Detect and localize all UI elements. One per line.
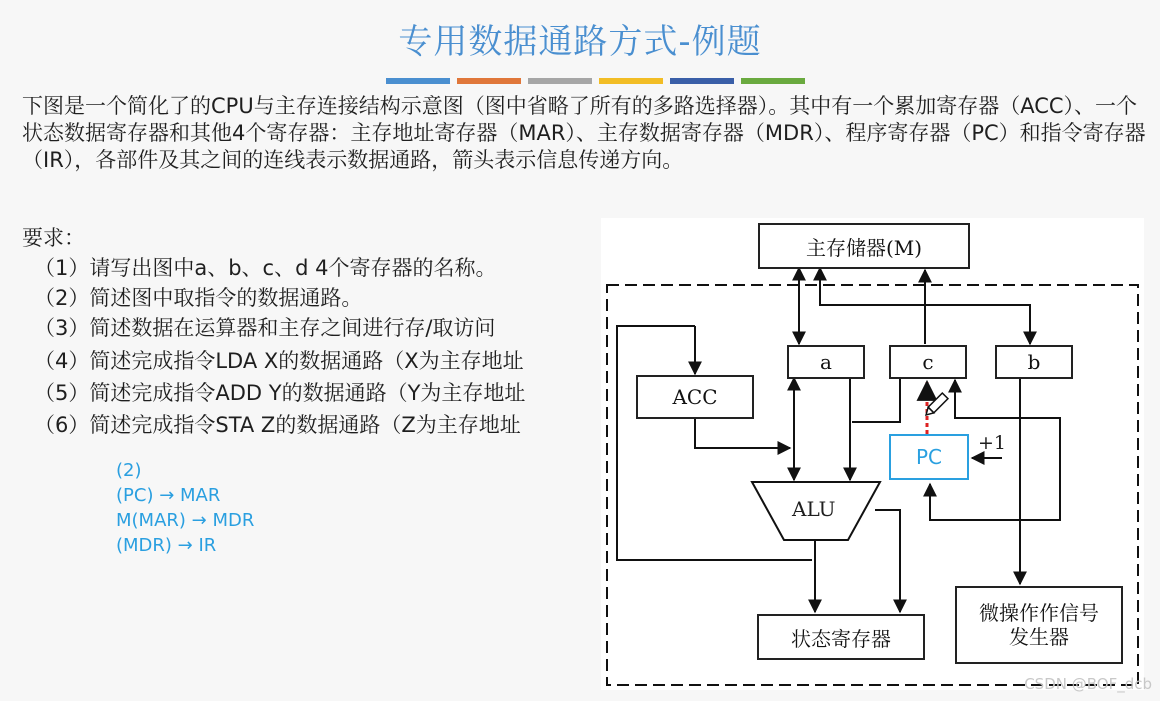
requirement-6: （6）简述完成指令STA Z的数据通路（Z为主存地址 (34, 413, 521, 437)
alu-label: ALU (792, 497, 836, 521)
micro-op-generator-box: 微操作作信号 发生器 (955, 586, 1123, 664)
requirement-3: （3）简述数据在运算器和主存之间进行存/取访问 (34, 316, 496, 340)
answer-step-2: M(MAR) → MDR (116, 510, 255, 531)
problem-paragraph: 下图是一个简化了的CPU与主存连接结构示意图（图中省略了所有的多路选择器）。其中有一个累加寄存器（ACC）、一个状态数据寄存器和其他4个寄存器：主存地址寄存器（MAR）、主存数据寄存器（MDR）、程序寄存器（PC）和指令寄存器（IR），各部件及其之间的连线表示数据通路，箭头表示信息传递方向。 (22, 94, 1146, 172)
plus-one-label: +1 (978, 432, 1007, 454)
answer-step-1: (PC) → MAR (116, 485, 221, 506)
pc-box: PC (889, 434, 969, 480)
main-memory-box: 主存储器(M) (758, 223, 970, 269)
requirement-5: （5）简述完成指令ADD Y的数据通路（Y为主存地址 (34, 381, 526, 405)
register-b-box: b (995, 345, 1073, 379)
acc-box: ACC (636, 375, 754, 419)
requirements-heading: 要求： (22, 226, 85, 250)
requirement-1: （1）请写出图中a、b、c、d 4个寄存器的名称。 (34, 256, 497, 280)
status-register-box: 状态寄存器 (757, 614, 925, 660)
register-c-box: c (889, 345, 967, 379)
answer-step-3: (MDR) → IR (116, 535, 217, 556)
watermark: CSDN @BOF_dcb (1024, 675, 1152, 693)
requirement-2: （2）简述图中取指令的数据通路。 (34, 286, 363, 310)
answer-label: (2) (116, 460, 142, 481)
requirement-4: （4）简述完成指令LDA X的数据通路（X为主存地址 (34, 349, 524, 373)
register-a-box: a (787, 345, 865, 379)
slide-title: 专用数据通路方式-例题 (398, 22, 762, 62)
